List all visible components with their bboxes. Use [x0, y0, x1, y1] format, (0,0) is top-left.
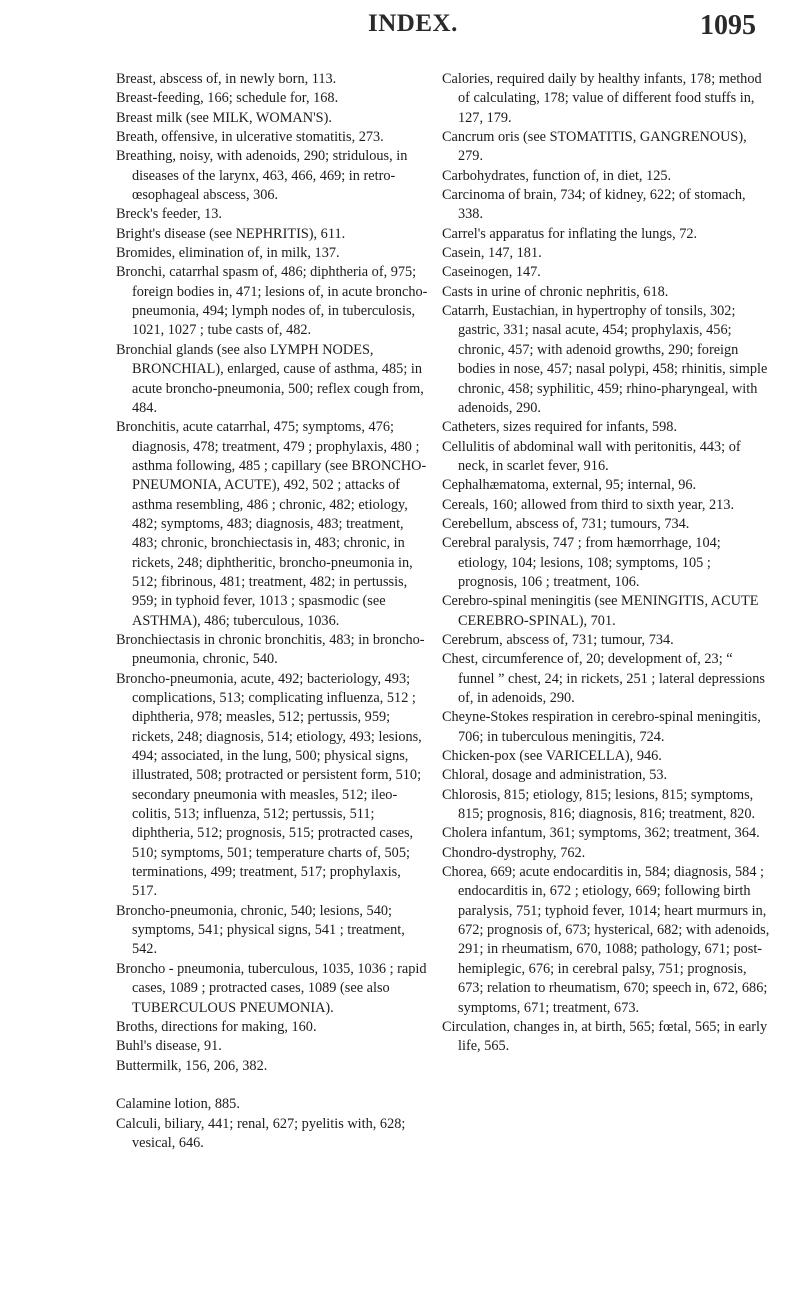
index-entry: Bronchial glands (see also LYMPH NODES, BRONCHIAL), enlarged, cause of asthma, 485; in acute broncho-pneumonia, 500; reflex cough from, 484. — [116, 341, 424, 416]
index-entry: Calculi, biliary, 441; renal, 627; pyelitis with, 628; vesical, 646. — [116, 1115, 406, 1151]
index-entry: Chlorosis, 815; etiology, 815; lesions, 815; symptoms, 815; prognosis, 816; diagnosis, 816; treatment, 820. — [442, 786, 756, 823]
index-entry: Breathing, noisy, with adenoids, 290; stridulous, in diseases of the larynx, 463, 466, 469; in retro-œsophageal abscess, 306. — [116, 148, 408, 204]
index-entry: Cholera infantum, 361; symptoms, 362; treatment, 364. — [442, 825, 760, 842]
index-entry: Bronchi, catarrhal spasm of, 486; diphtheria of, 975; foreign bodies in, 471; lesions of, in acute broncho-pneumonia, 494; lymph nodes of, in tuberculosis, 1021, 1027 ; tube casts of, 482. — [116, 264, 428, 339]
index-entry: Breast milk (see MILK, WOMAN'S). — [116, 109, 332, 126]
index-entry: Calories, required daily by healthy infants, 178; method of calculating, 178; value of different food stuffs in, 127, 179. — [442, 71, 762, 126]
index-entry: Chorea, 669; acute endocarditis in, 584; diagnosis, 584 ; endocarditis in, 672 ; etiology, 669; following birth paralysis, 751; typhoid fever, 1014; heart murmurs in, 672; prognosis of, 673; hysterical, 682; with adenoids, 291; in rheumatism, 670, 1088; pathology, 671; post-hemiplegic, 676; in cerebral palsy, 751; prognosis, 673; relation to rheumatism, 670; speech in, 672, 686; symptoms, 671; treatment, 673. — [442, 864, 770, 1016]
index-entry: Chest, circumference of, 20; development of, 23; “ funnel ” chest, 24; in rickets, 251 ; lateral depressions of, in adenoids, 290. — [442, 651, 765, 706]
running-title: INDEX. — [368, 10, 458, 37]
index-entry: Broncho-pneumonia, acute, 492; bacteriology, 493; complications, 513; complicating influenza, 512 ; diphtheria, 978; measles, 512; pertussis, 959; rickets, 248; diagnosis, 514; etiology, 493; lesions, 494; associated, in the lung, 500; physical signs, illustrated, 508; protracted or persistent form, 510; secondary pneumonia with measles, 512; ileo-colitis, 513; influenza, 512; pertussis, 511; diphtheria, 512; prognosis, 515; protracted cases, 510; symptoms, 501; temperature charts of, 505; terminations, 499; treatment, 517; prophylaxis, 517. — [116, 670, 422, 900]
index-column-left — [116, 70, 428, 1153]
index-entry: Chondro-dystrophy, 762. — [442, 844, 586, 861]
index-entry: Catarrh, Eustachian, in hypertrophy of tonsils, 302; gastric, 331; nasal acute, 454; prophylaxis, 456; chronic, 457; with adenoid growths, 290; foreign bodies in nose, 457; nasal polypi, 458; rhinitis, simple chronic, 458; syphilitic, 459; rhino-pharyngeal, with adenoids, 290. — [442, 303, 768, 416]
index-entry: Bronchiectasis in chronic bronchitis, 483; in broncho-pneumonia, chronic, 540. — [116, 631, 425, 668]
index-entry: Buhl's disease, 91. — [116, 1038, 222, 1055]
index-entry: Bright's disease (see NEPHRITIS), 611. — [116, 225, 346, 242]
index-entry: Broncho - pneumonia, tuberculous, 1035, 1036 ; rapid cases, 1089 ; protracted cases, 1089 (see also TUBERCULOUS PNEUMONIA). — [116, 960, 427, 1016]
index-entry: Cereals, 160; allowed from third to sixth year, 213. — [442, 496, 735, 513]
index-entry: Broncho-pneumonia, chronic, 540; lesions, 540; symptoms, 541; physical signs, 541 ; treatment, 542. — [116, 902, 405, 958]
section-gap — [116, 1076, 428, 1095]
index-entry: Cephalhæmatoma, external, 95; internal, 96. — [442, 477, 697, 494]
index-entry: Chloral, dosage and administration, 53. — [442, 767, 668, 784]
index-entry: Broths, directions for making, 160. — [116, 1018, 317, 1035]
index-entry: Buttermilk, 156, 206, 382. — [116, 1057, 268, 1074]
index-entry: Calamine lotion, 885. — [116, 1096, 240, 1113]
index-entry: Carbohydrates, function of, in diet, 125. — [442, 167, 672, 184]
index-entry: Chicken-pox (see VARICELLA), 946. — [442, 748, 662, 765]
index-entry: Casts in urine of chronic nephritis, 618. — [442, 283, 669, 300]
index-entry: Cerebral paralysis, 747 ; from hæmorrhage, 104; etiology, 104; lesions, 108; symptoms, 105 ; prognosis, 106 ; treatment, 106. — [442, 535, 721, 590]
index-entry: Caseinogen, 147. — [442, 264, 541, 281]
index-entry: Circulation, changes in, at birth, 565; fœtal, 565; in early life, 565. — [442, 1018, 768, 1055]
index-entry: Casein, 147, 181. — [442, 245, 542, 262]
index-entry: Carrel's apparatus for inflating the lungs, 72. — [442, 225, 698, 242]
index-entry: Carcinoma of brain, 734; of kidney, 622; of stomach, 338. — [442, 187, 746, 223]
index-entry: Cerebellum, abscess of, 731; tumours, 734. — [442, 515, 690, 532]
index-entry: Cerebro-spinal meningitis (see MENINGITIS, ACUTE CEREBRO-SPINAL), 701. — [442, 593, 759, 629]
index-entry: Cancrum oris (see STOMATITIS, GANGRENOUS), 279. — [442, 129, 747, 165]
index-column-right — [442, 70, 770, 1057]
page-header — [0, 10, 800, 42]
index-entry: Bronchitis, acute catarrhal, 475; symptoms, 476; diagnosis, 478; treatment, 479 ; prophylaxis, 480 ; asthma following, 485 ; capillary (see BRONCHO-PNEUMONIA, ACUTE), 492, 502 ; attacks of asthma resembling, 486 ; chronic, 482; etiology, 482; symptoms, 483; diagnosis, 483; treatment, 483; chronic, bronchiectasis in, 483; chronic, in rickets, 248; diphtheritic, broncho-pneumonia in, 512; fibrinous, 481; treatment, 482; in pertussis, 959; in typhoid fever, 1013 ; spasmodic (see ASTHMA), 486; tuberculous, 1036. — [116, 419, 427, 629]
index-entry: Bromides, elimination of, in milk, 137. — [116, 245, 340, 262]
index-entry: Breath, offensive, in ulcerative stomatitis, 273. — [116, 129, 384, 146]
index-entry: Breast-feeding, 166; schedule for, 168. — [116, 90, 339, 107]
index-entry: Breck's feeder, 13. — [116, 206, 223, 223]
index-entry: Breast, abscess of, in newly born, 113. — [116, 71, 337, 87]
index-entry: Catheters, sizes required for infants, 598. — [442, 419, 678, 436]
page-number: 1095 — [700, 10, 756, 41]
index-entry: Cellulitis of abdominal wall with peritonitis, 443; of neck, in scarlet fever, 916. — [442, 438, 741, 474]
index-entry: Cerebrum, abscess of, 731; tumour, 734. — [442, 631, 674, 648]
index-entry: Cheyne-Stokes respiration in cerebro-spinal meningitis, 706; in tuberculous meningitis, 724. — [442, 709, 761, 745]
